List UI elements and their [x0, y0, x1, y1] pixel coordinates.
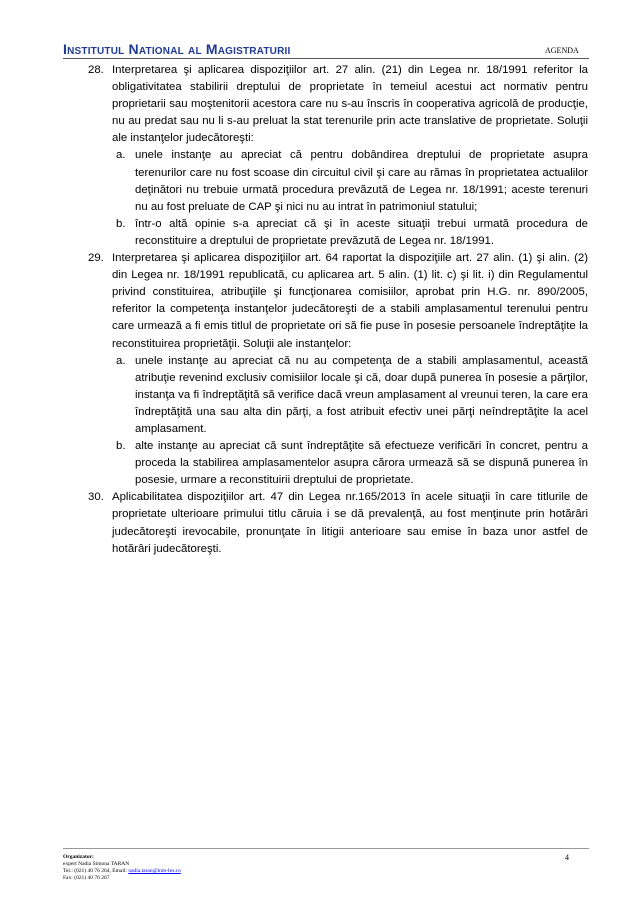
item-number: 29. [88, 252, 104, 265]
sub-item-letter: b. [116, 440, 126, 453]
document-body [88, 62, 588, 558]
sub-item-text: unele instanţe au apreciat că pentru dobândirea dreptului de proprietate asupra terenurilor care nu fost scoase din circuitul civil şi care au rămas în proprietatea actualilor deţinători nu trebuie urmată procedura prevăzută de Legea nr. 18/1991; aceste terenuri nu au fost preluate de CAP şi nici nu au intrat în patrimoniul statului; [135, 149, 588, 213]
item-text: Interpretarea şi aplicarea dispoziţiilor art. 27 alin. (21) din Legea nr. 18/1991 referitor la obligativitatea stabilirii dreptului de proprietate în temeiul acestui act normativ pentru proprietarii sau moştenitorii acestora care nu s-au înscris în cooperativa agricolă de producţie, nu au predat sau nu li s-au preluat la stat terenurile prin acte translative de proprietate. Soluţii ale instanţelor judecătoreşti: [112, 64, 588, 145]
sub-item [88, 353, 588, 438]
item-number: 30. [88, 491, 104, 504]
sub-item-letter: a. [116, 149, 126, 162]
list-item [88, 62, 588, 147]
sub-item-letter: a. [116, 354, 126, 367]
list-item [88, 489, 588, 557]
header-title: Institutul National al Magistraturii [63, 41, 291, 57]
organizer-name: expert Nadia Simona TARAN [63, 861, 130, 867]
page-number: 4 [565, 853, 569, 862]
list-item [88, 250, 588, 353]
sub-item-text: într-o altă opinie s-a apreciat că şi în aceste situaţii trebui urmată procedura de reconstituire a dreptului de proprietate prevăzută de Legea nr. 18/1991. [135, 217, 588, 247]
sub-item-text: alte instanţe au apreciat că sunt îndreptăţite să efectueze verificări în concret, pentru a proceda la stabilirea amplasamentelor asupra cărora urmează să se dispună punerea în posesie, urmare a reconstituirii dreptului de proprietate. [135, 440, 588, 487]
footer-divider [63, 848, 589, 849]
page-footer [63, 854, 181, 882]
header-divider [63, 58, 589, 59]
item-number: 28. [88, 64, 104, 76]
sub-item [88, 147, 588, 215]
contact-text: Tel.: (021) 40 76 264, Email: [63, 868, 127, 874]
contact-line [63, 868, 181, 875]
item-text: Aplicabilitatea dispoziţiilor art. 47 din Legea nr.165/2013 în acele situaţii în care titlurile de proprietate ulterioare primului titlu căruia i se dă prevalenţă, au fost menţinute prin hotărâri judecătoreşti irevocabile, pronunţate în litigii anterioare sau emise în baza unor astfel de hotărâri judecătoreşti. [112, 491, 588, 555]
fax-line: Fax: (021) 40 76 267 [63, 875, 110, 881]
sub-item-text: unele instanţe au apreciat că nu au competenţa de a stabili amplasamentul, această atribuţie revenind exclusiv comisiilor locale şi că, doar după punerea în posesie a părţilor, instanţa va fi îndreptăţită să verifice dacă vreun amplasament al vreunui teren, la care era îndreptăţită una sau alta din părţi, a fost atribuit efectiv unei părţi neîndreptăţite la acel amplasament. [135, 354, 588, 435]
sub-item-letter: b. [116, 217, 126, 230]
organizer-label: Organizator: [63, 854, 94, 860]
sub-item [88, 216, 588, 250]
email-link[interactable]: nadia.taran@inm-lex.ro [128, 868, 181, 874]
item-text: Interpretarea şi aplicarea dispoziţiilor art. 64 raportat la dispoziţiile art. 27 alin. (1) şi alin. (2) din Legea nr. 18/1991 republicată, cu aplicarea art. 5 alin. (1) lit. c) şi lit. i) din Regulamentul privind constituirea, atribuţiile şi funcţionarea comisiilor, aprobat prin H.G. nr. 890/2005, referitor la competenţa instanţelor judecătoreşti de a stabili amplasamentul terenului pentru care urmează a fi emis titlul de proprietate ori să fie puse în posesie persoanele îndreptăţite la reconstituirea proprietăţii. Soluţii ale instanţelor: [112, 252, 588, 350]
header-agenda: AGENDA [545, 46, 579, 55]
sub-item [88, 438, 588, 489]
